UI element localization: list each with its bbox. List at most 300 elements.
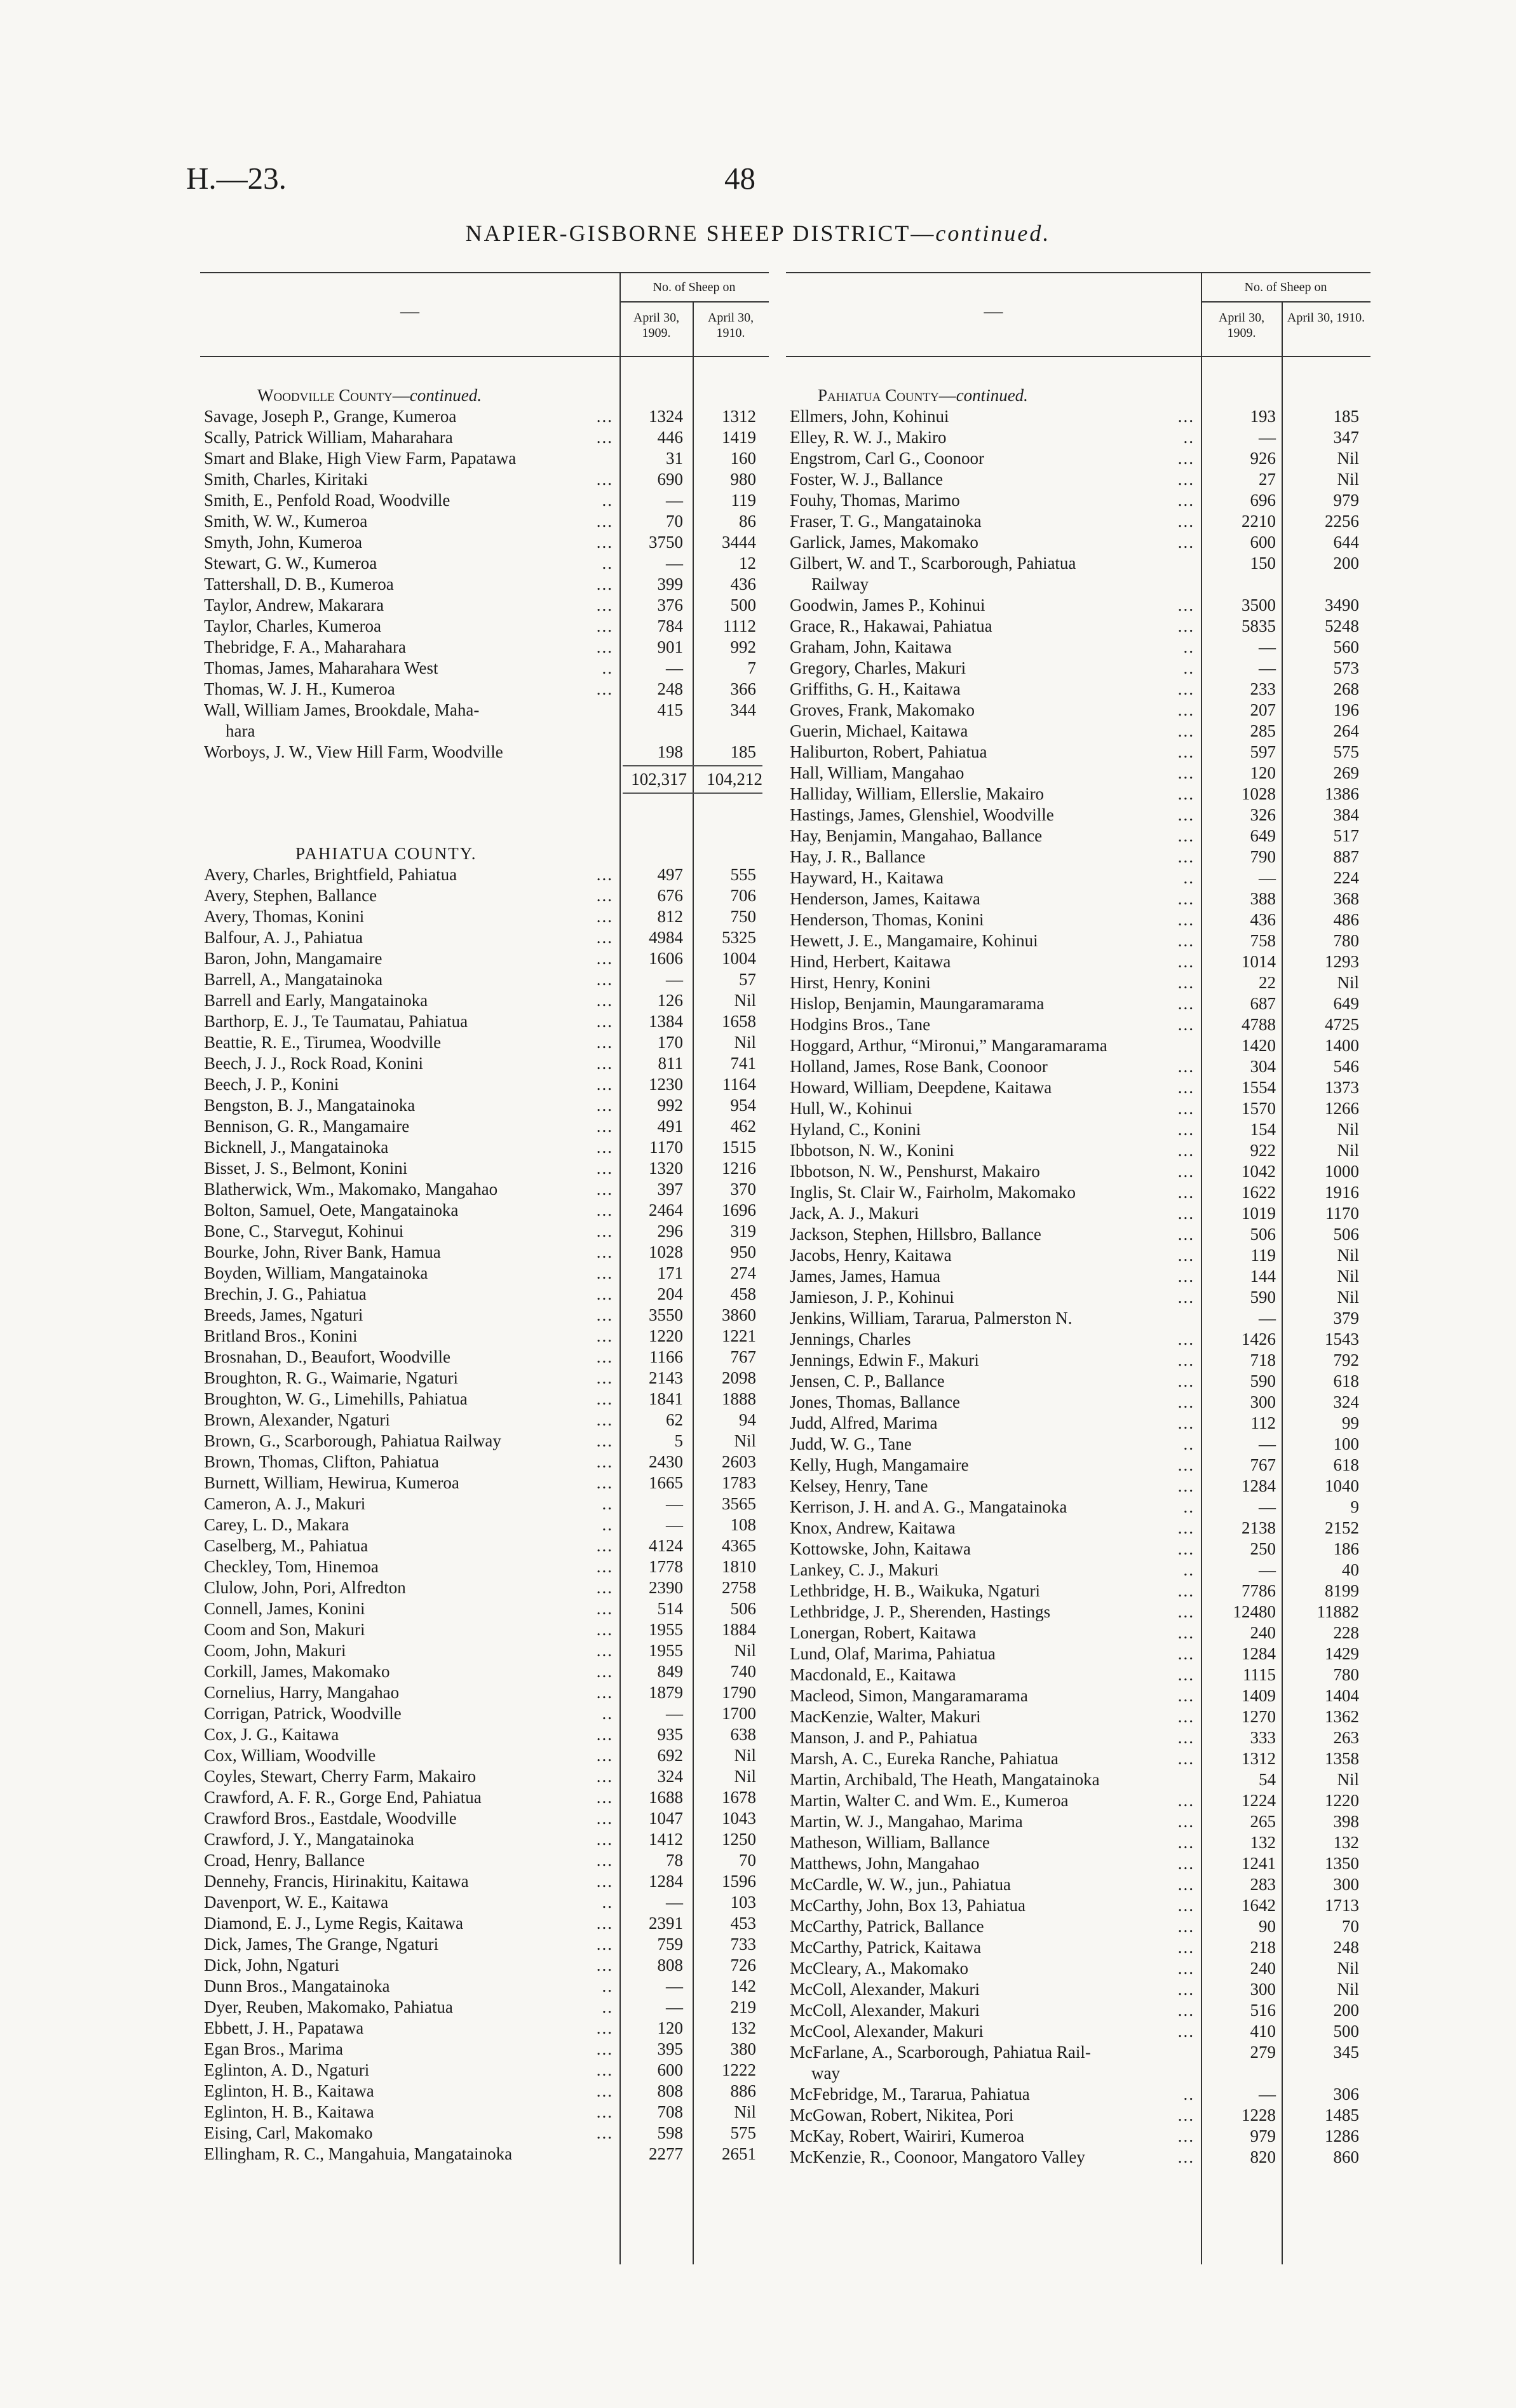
value-1910: 7 <box>747 658 756 677</box>
table-row <box>200 1598 769 1619</box>
leader-dots: ... <box>1177 1204 1195 1223</box>
value-1909: 4788 <box>1242 1015 1276 1034</box>
table-row <box>786 1769 1370 1790</box>
value-1909: 1622 <box>1242 1183 1276 1202</box>
entry-name: Grace, R., Hakawai, Pahiatua <box>790 616 992 636</box>
entry-name: Hyland, C., Konini <box>790 1120 921 1139</box>
value-1909: 4984 <box>649 928 683 947</box>
value-1909: 1665 <box>649 1473 683 1492</box>
value-1909: 218 <box>1250 1938 1276 1957</box>
entry-name: Cameron, A. J., Makuri <box>204 1494 366 1513</box>
value-1910: 750 <box>730 907 756 926</box>
entry-name: Eglinton, H. B., Kaitawa <box>204 2081 374 2100</box>
total-rule <box>623 765 762 766</box>
leader-dots: ... <box>1177 805 1195 824</box>
table-row <box>200 1997 769 2018</box>
leader-dots: ... <box>596 1242 613 1262</box>
entry-name: Judd, Alfred, Marima <box>790 1413 938 1432</box>
table-row <box>786 1140 1370 1161</box>
entry-name: Kelly, Hugh, Mangamaire <box>790 1455 969 1474</box>
entry-name: Henderson, Thomas, Konini <box>790 910 984 929</box>
value-1910: 792 <box>1333 1350 1359 1370</box>
table-row <box>200 948 769 969</box>
leader-dots: ... <box>1177 2001 1195 2020</box>
value-1910: 9 <box>1350 1497 1359 1516</box>
value-1909: 283 <box>1250 1875 1276 1894</box>
value-1909: 410 <box>1250 2022 1276 2041</box>
col-1910-header: April 30, 1910. <box>1287 311 1365 325</box>
entry-name: Henderson, James, Kaitawa <box>790 889 980 908</box>
value-1910: 185 <box>1333 407 1359 426</box>
leader-dots: .. <box>602 1893 613 1912</box>
table-row <box>200 1535 769 1556</box>
value-1909: — <box>666 1976 683 1996</box>
leader-dots: ... <box>1177 1959 1195 1978</box>
value-1910: 11882 <box>1316 1602 1359 1621</box>
table-row <box>200 2144 769 2165</box>
value-1909: 1284 <box>649 1872 683 1891</box>
table-row <box>786 2042 1370 2083</box>
value-1909: 600 <box>1250 533 1276 552</box>
entry-name: Brechin, J. G., Pahiatua <box>204 1284 367 1303</box>
value-1909: — <box>666 554 683 573</box>
value-1910: 436 <box>730 575 756 594</box>
table-row <box>786 1056 1370 1077</box>
leader-dots: ... <box>1177 952 1195 971</box>
table-row <box>786 1706 1370 1727</box>
leader-dots: .. <box>1183 1497 1195 1516</box>
leader-dots: .. <box>602 1704 613 1723</box>
value-1910: 57 <box>739 970 756 989</box>
entry-name: Clulow, John, Pori, Alfredton <box>204 1578 406 1597</box>
value-1909: — <box>1259 428 1276 447</box>
value-1909: 1028 <box>1242 784 1276 803</box>
entry-name: McColl, Alexander, Makuri <box>790 1980 980 1999</box>
table-row <box>786 993 1370 1014</box>
leader-dots: ... <box>1177 1288 1195 1307</box>
value-1910: 1543 <box>1325 1330 1359 1349</box>
value-1910: 887 <box>1333 847 1359 866</box>
value-1910: 1713 <box>1325 1896 1359 1915</box>
leader-dots: .. <box>1183 868 1195 887</box>
table-row <box>200 1074 769 1095</box>
leader-dots: ... <box>1177 784 1195 803</box>
value-1910: 368 <box>1333 889 1359 908</box>
value-1909: 708 <box>657 2102 683 2121</box>
entry-name: McCardle, W. W., jun., Pahiatua <box>790 1875 1011 1894</box>
value-1909: 2143 <box>649 1368 683 1387</box>
entry-name: Hind, Herbert, Kaitawa <box>790 952 951 971</box>
entry-name: Lethbridge, H. B., Waikuka, Ngaturi <box>790 1581 1040 1600</box>
leader-dots: ... <box>596 1431 613 1450</box>
entry-name: Knox, Andrew, Kaitawa <box>790 1518 956 1537</box>
entry-name: Crawford Bros., Eastdale, Woodville <box>204 1809 457 1828</box>
value-1909: 506 <box>1250 1225 1276 1244</box>
entry-name: Crawford, J. Y., Mangatainoka <box>204 1830 414 1849</box>
value-1910: 560 <box>1333 637 1359 656</box>
entry-name: Jensen, C. P., Ballance <box>790 1371 945 1391</box>
table-row <box>786 1937 1370 1958</box>
value-1909: 600 <box>657 2060 683 2079</box>
entry-name: Beattie, R. E., Tirumea, Woodville <box>204 1033 442 1052</box>
table-row <box>786 427 1370 448</box>
entry-name: Lund, Olaf, Marima, Pahiatua <box>790 1644 996 1663</box>
table-row <box>786 1895 1370 1916</box>
leader-dots: .. <box>602 1976 613 1996</box>
value-1909: 27 <box>1259 470 1276 489</box>
leader-dots: ... <box>596 1641 613 1660</box>
entry-name: Judd, W. G., Tane <box>790 1434 912 1453</box>
value-1909: 2210 <box>1242 512 1276 531</box>
leader-dots: .. <box>1183 428 1195 447</box>
value-1909: 1955 <box>649 1641 683 1660</box>
entry-name: Blatherwick, Wm., Makomako, Mangahao <box>204 1180 498 1199</box>
table-row <box>200 969 769 990</box>
entry-name: Corrigan, Patrick, Woodville <box>204 1704 402 1723</box>
table-row <box>200 553 769 574</box>
value-1909: — <box>1259 1434 1276 1453</box>
table-row <box>200 1850 769 1871</box>
entry-name: Bisset, J. S., Belmont, Konini <box>204 1159 408 1178</box>
table-row <box>200 1326 769 1347</box>
table-row <box>786 1098 1370 1119</box>
table-row <box>200 406 769 427</box>
value-1909: 2138 <box>1242 1518 1276 1537</box>
value-1909: 1019 <box>1242 1204 1276 1223</box>
table-row <box>786 448 1370 469</box>
leader-dots: ... <box>596 1284 613 1303</box>
value-1910: 2603 <box>722 1452 756 1471</box>
leader-dots: ... <box>1177 1812 1195 1831</box>
leader-dots: ... <box>596 1347 613 1366</box>
entry-name: Hirst, Henry, Konini <box>790 973 931 992</box>
table-row <box>786 742 1370 763</box>
value-1910: 1286 <box>1325 2126 1359 2146</box>
value-1910: Nil <box>734 1746 756 1765</box>
table-row <box>200 616 769 637</box>
entry-name: McGowan, Robert, Nikitea, Pori <box>790 2105 1014 2125</box>
value-1910: 575 <box>730 2123 756 2142</box>
entry-name: Lethbridge, J. P., Sherenden, Hastings <box>790 1602 1051 1621</box>
table-row <box>200 532 769 553</box>
county-heading-text: Woodville County— <box>257 386 410 405</box>
table-row <box>786 616 1370 637</box>
value-1909: — <box>1259 1497 1276 1516</box>
value-1909: 144 <box>1250 1267 1276 1286</box>
table-row <box>786 2147 1370 2168</box>
leader-dots: ... <box>596 428 613 447</box>
table-row <box>786 909 1370 930</box>
leader-dots: ... <box>1177 2105 1195 2125</box>
leader-dots: ... <box>596 991 613 1010</box>
leader-dots: ... <box>1177 1854 1195 1873</box>
leader-dots: ... <box>596 1473 613 1492</box>
value-1909: 324 <box>657 1767 683 1786</box>
entry-name: Bicknell, J., Mangatainoka <box>204 1138 389 1157</box>
value-1910: 979 <box>1333 491 1359 510</box>
value-1909: 1570 <box>1242 1099 1276 1118</box>
value-1910: 264 <box>1333 721 1359 740</box>
value-1909: 1778 <box>649 1557 683 1576</box>
entry-name-line: Railway <box>811 575 869 594</box>
value-1910: 185 <box>730 742 756 761</box>
total-1910: 104,212 <box>707 770 762 789</box>
value-1909: 198 <box>657 742 683 761</box>
value-1910: 3444 <box>722 533 756 552</box>
table-row <box>786 1581 1370 1602</box>
table-row <box>200 1200 769 1221</box>
value-1909: 446 <box>657 428 683 447</box>
entry-name: Thomas, James, Maharahara West <box>204 658 438 677</box>
entry-name: Martin, Archibald, The Heath, Mangatainoka <box>790 1770 1100 1789</box>
value-1909: 170 <box>657 1033 683 1052</box>
table-row <box>786 972 1370 993</box>
value-1909: 120 <box>657 2018 683 2037</box>
value-1910: Nil <box>734 1767 756 1786</box>
entry-name: Griffiths, G. H., Kaitawa <box>790 679 961 698</box>
table-row <box>786 1916 1370 1937</box>
value-1910: 142 <box>730 1976 756 1996</box>
value-1909: 1270 <box>1242 1707 1276 1726</box>
leader-dots: ... <box>1177 491 1195 510</box>
value-1909: 808 <box>657 2081 683 2100</box>
table-row <box>200 1829 769 1850</box>
leader-dots: ... <box>1177 533 1195 552</box>
value-1910: 5248 <box>1325 616 1359 636</box>
value-1909: 154 <box>1250 1120 1276 1139</box>
entry-name: Savage, Joseph P., Grange, Kumeroa <box>204 407 457 426</box>
value-1910: 1250 <box>722 1830 756 1849</box>
entry-name: McCleary, A., Makomako <box>790 1959 968 1978</box>
page-number: 48 <box>724 161 755 196</box>
table-row <box>200 1619 769 1640</box>
value-1910: 458 <box>730 1284 756 1303</box>
value-1909: — <box>1259 637 1276 656</box>
table-row <box>786 553 1370 594</box>
leader-dots: ... <box>1177 1602 1195 1621</box>
table-row <box>200 1347 769 1368</box>
value-1910: Nil <box>734 1431 756 1450</box>
entry-name: Smith, W. W., Kumeroa <box>204 512 368 531</box>
value-1910: 40 <box>1342 1560 1359 1579</box>
table-row <box>786 1643 1370 1664</box>
table-row <box>786 2105 1370 2126</box>
value-1910: 706 <box>730 886 756 905</box>
value-1909: 171 <box>657 1263 683 1282</box>
value-1910: 644 <box>1333 533 1359 552</box>
leader-dots: ... <box>596 1830 613 1849</box>
entry-name: Davenport, W. E., Kaitawa <box>204 1893 389 1912</box>
value-1909: 62 <box>666 1410 683 1429</box>
total-rule <box>623 792 762 794</box>
leader-dots: ... <box>1177 763 1195 782</box>
value-1910: 1810 <box>722 1557 756 1576</box>
leader-dots: ... <box>596 1557 613 1576</box>
leader-dots: ... <box>596 2018 613 2037</box>
entry-name-line: Gilbert, W. and T., Scarborough, Pahiatua <box>790 554 1076 573</box>
table-row <box>786 1245 1370 1266</box>
value-1910: 733 <box>730 1935 756 1954</box>
value-1909: — <box>1259 1560 1276 1579</box>
entry-name: Foster, W. J., Ballance <box>790 470 944 489</box>
value-1909: 2430 <box>649 1452 683 1471</box>
value-1910: 2651 <box>722 2144 756 2163</box>
value-1910: 860 <box>1333 2147 1359 2167</box>
entry-name: Hastings, James, Glenshiel, Woodville <box>790 805 1054 824</box>
table-row <box>200 1913 769 1934</box>
value-1909: 811 <box>658 1054 683 1073</box>
entry-name: Smith, Charles, Kiritaki <box>204 470 368 489</box>
value-1909: 395 <box>657 2039 683 2058</box>
value-1910: Nil <box>1337 1120 1359 1139</box>
table-row <box>786 1602 1370 1622</box>
entry-name: Bengston, B. J., Mangatainoka <box>204 1096 416 1115</box>
value-1910: 517 <box>1333 826 1359 845</box>
entry-name: Jamieson, J. P., Kohinui <box>790 1288 954 1307</box>
entry-name: Graham, John, Kaitawa <box>790 637 952 656</box>
table-row <box>200 1305 769 1326</box>
value-1910: 780 <box>1333 1665 1359 1684</box>
entry-name: Hay, J. R., Ballance <box>790 847 926 866</box>
value-1910: 132 <box>730 2018 756 2037</box>
leader-dots: .. <box>602 1997 613 2017</box>
entry-name: MacKenzie, Walter, Makuri <box>790 1707 981 1726</box>
entry-name: Beech, J. P., Konini <box>204 1075 339 1094</box>
value-1909: 90 <box>1259 1917 1276 1936</box>
rule <box>200 272 769 273</box>
value-1909: 1047 <box>649 1809 683 1828</box>
table-row <box>786 637 1370 658</box>
leader-dots: ... <box>596 1075 613 1094</box>
entry-name: Jenkins, William, Tararua, Palmerston N. <box>790 1309 1073 1328</box>
value-1910: 638 <box>730 1725 756 1744</box>
value-1909: — <box>666 491 683 510</box>
value-1909: 590 <box>1250 1371 1276 1391</box>
value-1909: 285 <box>1250 721 1276 740</box>
value-1909: 31 <box>666 449 683 468</box>
value-1910: 1358 <box>1325 1749 1359 1768</box>
table-row <box>786 679 1370 700</box>
leader-dots: ... <box>596 886 613 905</box>
value-1910: Nil <box>1337 470 1359 489</box>
leader-dots: ... <box>596 1180 613 1199</box>
table-row <box>200 1032 769 1053</box>
entry-name: Gregory, Charles, Makuri <box>790 658 966 677</box>
value-1910: 347 <box>1333 428 1359 447</box>
entry-name: Matheson, William, Ballance <box>790 1833 990 1852</box>
value-1910: 300 <box>1333 1875 1359 1894</box>
leader-dots: ... <box>1177 994 1195 1013</box>
table-row <box>200 1955 769 1976</box>
value-1909: 758 <box>1250 931 1276 950</box>
entry-name: Halliday, William, Ellerslie, Makairo <box>790 784 1045 803</box>
value-1910: 1400 <box>1325 1036 1359 1055</box>
leader-dots: ... <box>1177 1371 1195 1391</box>
leader-dots: ... <box>596 1578 613 1597</box>
value-1910: 462 <box>730 1117 756 1136</box>
table-row <box>786 406 1370 427</box>
table-row <box>200 2039 769 2060</box>
leader-dots: ... <box>1177 826 1195 845</box>
leader-dots: ... <box>596 1809 613 1828</box>
table-row <box>786 1371 1370 1392</box>
value-1910: 1515 <box>722 1138 756 1157</box>
value-1909: 54 <box>1259 1770 1276 1789</box>
entry-name: McCarthy, Patrick, Kaitawa <box>790 1938 982 1957</box>
leader-dots: ... <box>1177 1833 1195 1852</box>
value-1909: 120 <box>1250 763 1276 782</box>
leader-dots: ... <box>596 907 613 926</box>
entry-name: Britland Bros., Konini <box>204 1326 358 1345</box>
value-1909: — <box>1259 658 1276 677</box>
value-1910: 3860 <box>722 1305 756 1324</box>
table-row <box>786 1077 1370 1098</box>
leader-dots: .. <box>1183 1560 1195 1579</box>
value-1910: 248 <box>1333 1938 1359 1957</box>
value-1910: 200 <box>1333 554 1359 573</box>
value-1909: — <box>666 1704 683 1723</box>
value-1909: 784 <box>657 616 683 636</box>
value-1910: Nil <box>1337 1246 1359 1265</box>
value-1909: 514 <box>657 1599 683 1618</box>
entry-name: Croad, Henry, Ballance <box>204 1851 365 1870</box>
table-row <box>786 2126 1370 2147</box>
table-row <box>200 1556 769 1577</box>
leader-dots: ... <box>1177 1267 1195 1286</box>
entry-name: Hislop, Benjamin, Maungaramarama <box>790 994 1045 1013</box>
value-1909: 207 <box>1250 700 1276 719</box>
col-1910-header: April 30, 1910. <box>707 311 754 340</box>
value-1909: — <box>666 1893 683 1912</box>
table-row <box>786 532 1370 553</box>
table-row <box>200 700 769 740</box>
leader-dots: ... <box>596 2123 613 2142</box>
entry-name: Jacobs, Henry, Kaitawa <box>790 1246 952 1265</box>
value-1909: 240 <box>1250 1623 1276 1642</box>
table-row <box>200 1389 769 1410</box>
entry-name: Ellmers, John, Kohinui <box>790 407 949 426</box>
entry-name: Ibbotson, N. W., Penshurst, Makairo <box>790 1162 1040 1181</box>
table-row <box>200 1368 769 1389</box>
entry-name: Cox, William, Woodville <box>204 1746 376 1765</box>
table-row <box>200 906 769 927</box>
value-1909: 590 <box>1250 1288 1276 1307</box>
leader-dots: ... <box>596 470 613 489</box>
leader-dots: ... <box>596 2081 613 2100</box>
table-row <box>200 1179 769 1200</box>
value-1909: 333 <box>1250 1728 1276 1747</box>
value-1910: 370 <box>730 1180 756 1199</box>
entry-name: Taylor, Charles, Kumeroa <box>204 616 381 636</box>
name-col-header: — <box>984 301 1003 322</box>
leader-dots: ... <box>596 512 613 531</box>
entry-name: James, James, Hamua <box>790 1267 940 1286</box>
value-1909: 399 <box>657 575 683 594</box>
value-1910: 269 <box>1333 763 1359 782</box>
entry-name: Hay, Benjamin, Mangahao, Ballance <box>790 826 1043 845</box>
entry-name: McCarthy, Patrick, Ballance <box>790 1917 984 1936</box>
entry-name: Guerin, Michael, Kaitawa <box>790 721 968 740</box>
table-row <box>786 469 1370 490</box>
leader-dots: ... <box>1177 1476 1195 1495</box>
leader-dots: ... <box>596 1914 613 1933</box>
rule <box>200 356 769 357</box>
value-1909: 808 <box>657 1956 683 1975</box>
value-1910: 1266 <box>1325 1099 1359 1118</box>
leader-dots: ... <box>596 1599 613 1618</box>
table-row <box>786 1518 1370 1539</box>
value-1910: 268 <box>1333 679 1359 698</box>
